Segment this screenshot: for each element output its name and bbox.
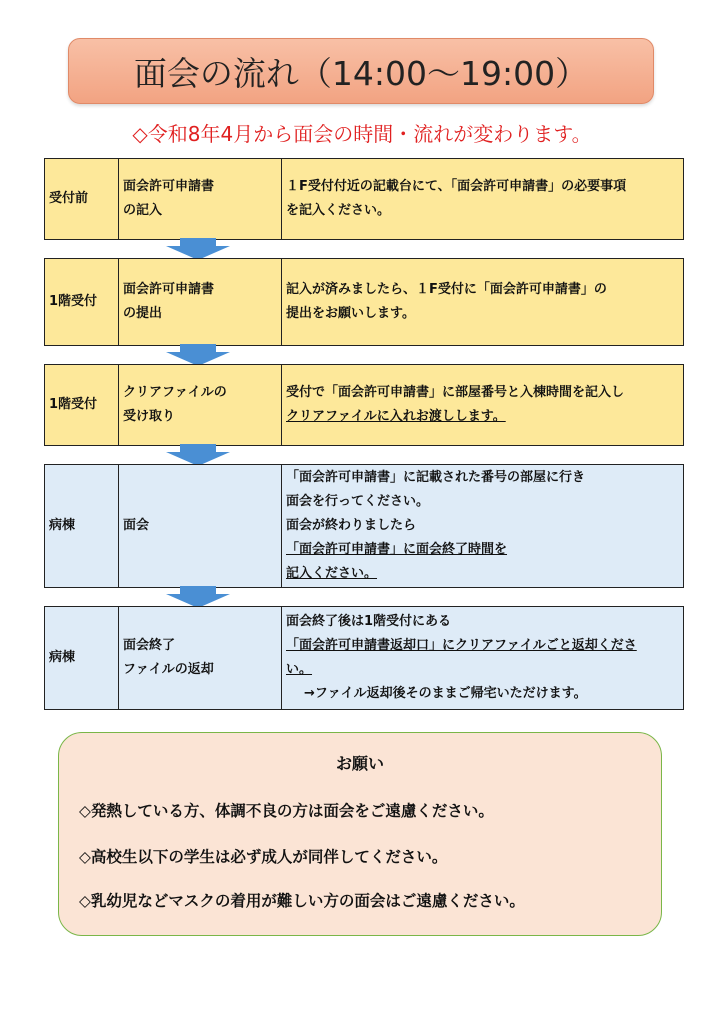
step-action-line: の記入: [123, 203, 163, 218]
step-detail: [282, 259, 683, 345]
step-action: [119, 259, 282, 345]
down-arrow-icon: [166, 238, 230, 260]
step-action-line: 面会許可申請書: [123, 282, 215, 297]
step-detail: [282, 607, 683, 709]
notice-item: ◇乳幼児などマスクの着用が難しい方の面会はご遠慮ください。: [79, 892, 525, 910]
step-detail-line: 面会を行ってください。: [286, 494, 430, 509]
flow-step-reception-form: [44, 158, 684, 240]
step-location: 1階受付: [45, 259, 119, 345]
flow-step-submit-form: [44, 258, 684, 346]
step-action-line: 面会: [123, 518, 150, 533]
step-action: [119, 365, 282, 445]
step-detail-line: 提出をお願いします。: [286, 306, 415, 321]
step-detail-line: 記入が済みましたら、１F受付に「面会許可申請書」の: [286, 282, 607, 297]
step-detail-line: →ファイル返却後そのままご帰宅いただけます。: [304, 686, 587, 701]
step-detail-segment: 「面会許可申請書」に面会終了時間を: [286, 542, 508, 557]
step-detail: [282, 159, 683, 239]
step-detail-line: [286, 514, 585, 562]
step-action-line: 面会終了: [123, 638, 176, 653]
step-location: 病棟: [45, 607, 119, 709]
page-title: 面会の流れ（14:00～19:00）: [68, 38, 654, 104]
step-action: [119, 607, 282, 709]
step-location: 受付前: [45, 159, 119, 239]
step-detail-segment: 面会が終わりましたら: [286, 518, 417, 533]
down-arrow-icon: [166, 444, 230, 466]
step-action-line: 受け取り: [123, 409, 176, 424]
step-action: [119, 159, 282, 239]
step-detail-line: 記入ください。: [286, 566, 378, 581]
step-detail-line: 「面会許可申請書」に記載された番号の部屋に行き: [286, 470, 586, 485]
notice-item: ◇高校生以下の学生は必ず成人が同伴してください。: [79, 848, 448, 866]
step-detail: [282, 365, 683, 445]
step-location: 1階受付: [45, 365, 119, 445]
step-action-line: ファイルの返却: [123, 662, 214, 677]
step-action: [119, 465, 282, 587]
notice-item: ◇発熱している方、体調不良の方は面会をご遠慮ください。: [79, 802, 494, 820]
step-detail-line: 「面会許可申請書返却口」にクリアファイルごと返却くださ: [286, 638, 637, 653]
step-action-line: クリアファイルの: [123, 385, 227, 400]
step-detail-line: 受付で「面会許可申請書」に部屋番号と入棟時間を記入し: [286, 385, 625, 400]
down-arrow-icon: [166, 344, 230, 366]
step-detail-line: い。: [286, 662, 313, 677]
notice-title: お願い: [335, 754, 384, 773]
notice-subtitle: ◇令和8年4月から面会の時間・流れが変わります。: [132, 122, 592, 146]
flow-step-return-file: [44, 606, 684, 710]
step-detail-line: クリアファイルに入れお渡しします。: [286, 409, 506, 424]
down-arrow-icon: [166, 586, 230, 608]
step-action-line: 面会許可申請書: [123, 179, 215, 194]
step-detail: [282, 465, 683, 587]
step-location: 病棟: [45, 465, 119, 587]
flow-step-receive-file: [44, 364, 684, 446]
step-detail-line: を記入ください。: [286, 203, 391, 218]
step-detail-line: 面会終了後は1階受付にある: [286, 614, 452, 629]
step-detail-line: １F受付付近の記載台にて、「面会許可申請書」の必要事項: [286, 179, 627, 194]
flow-step-visit: [44, 464, 684, 588]
request-notice-box: [58, 732, 662, 936]
step-action-line: の提出: [123, 306, 163, 321]
